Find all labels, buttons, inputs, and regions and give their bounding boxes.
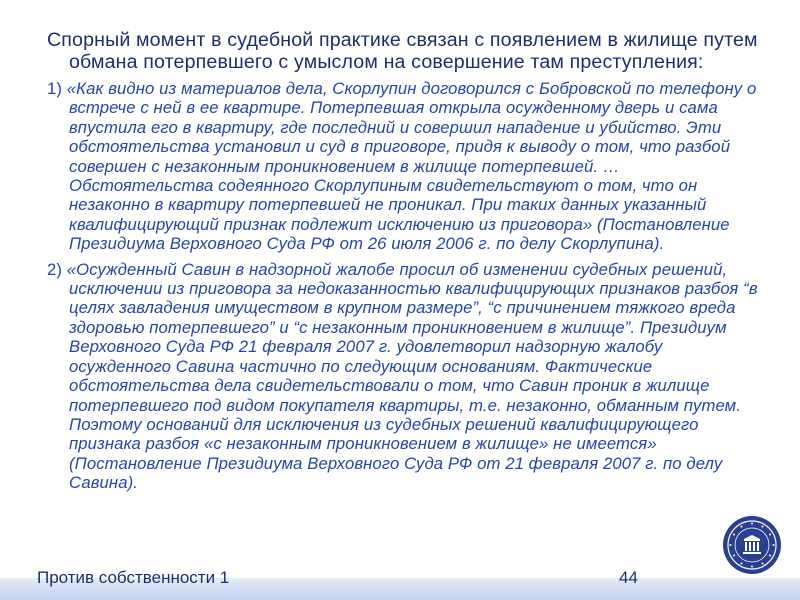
slide-content [47,30,759,493]
page-number: 44 [619,568,638,587]
university-seal-icon [722,515,782,575]
item-quote: «Осужденный Савин в надзорной жалобе просил об изменении судебных решений, исключении из приговора за недоказанностью квалифицирующих признаков разбоя “в целях завладения имуществом в крупном размере”, “с причинением тяжкого вреда здоровью потерпевшего” и “с незаконным проникновением в жилище”. Президиум Верховного Суда РФ 21 февраля 2007 г. удовлетворил надзорную жалобу осужденного Савина частично по следующим основаниям. Фактические обстоятельства дела свидетельствовали о том, что Савин проник в жилище потерпевшего под видом покупателя квартиры, т.е. незаконно, обманным путем. Поэтому оснований для исключения из судебных решений квалифицирующего признака разбоя «с незаконным проникновением в жилище» не имеется» (Постановление Президиума Верховного Суда РФ от 21 февраля 2007 г. по делу Савина). [66,259,758,493]
quote-item-2 [47,260,759,493]
item-quote: «Как видно из материалов дела, Скорлупин договорился с Бобровской по телефону о встрече с ней в ее квартире. Потерпевшая открыла осужденному дверь и сама впустила его в квартиру, где последний и совершил нападение и убийство. Эти обстоятельства установил и суд в приговоре, придя к выводу о том, что разбой совершен с незаконным проникновением в жилище потерпевшей. …Обстоятельства содеянного Скорлупиным свидетельствуют о том, что он незаконно в квартиру потерпевшей не проникал. При таких данных указанный квалифицирующий признак подлежит исключению из приговора» (Постановление Президиума Верховного Суда РФ от 26 июля 2006 г. по делу Скорлупина). [66,79,757,254]
footer-section-title: Против собственности 1 [37,568,230,587]
item-number: 1) [47,79,63,98]
slide-heading: Спорный момент в судебной практике связан с появлением в жилище путем обмана потерпевшего с умыслом на совершение там преступления: [47,29,758,73]
quote-item-1 [47,79,759,254]
item-number: 2) [47,259,63,279]
